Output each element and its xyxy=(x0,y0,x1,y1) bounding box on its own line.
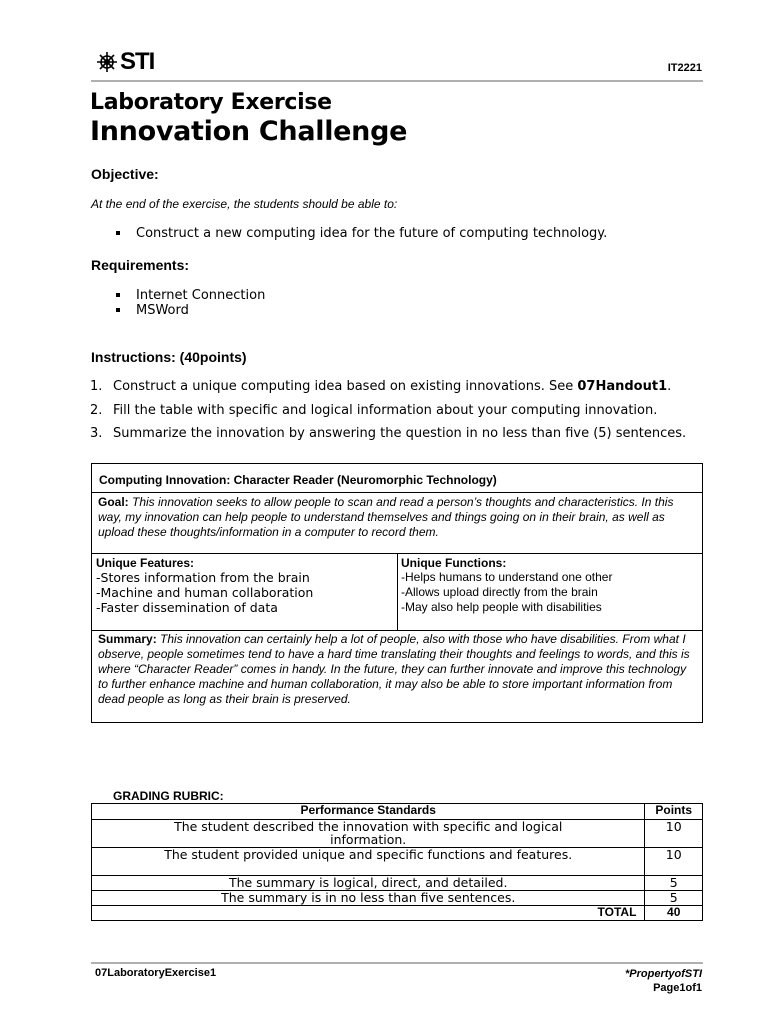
functions-heading: Unique Functions: xyxy=(401,556,507,570)
goal-label: Goal: xyxy=(98,495,129,509)
footer-divider xyxy=(91,962,703,964)
criterion-cell: The summary is logical, direct, and detailed. xyxy=(92,876,645,891)
unique-functions-cell xyxy=(401,556,700,615)
list-item: Construct a new computing idea for the future of computing technology. xyxy=(92,226,607,241)
step-text: Fill the table with specific and logical information about your computing innovation. xyxy=(113,402,658,418)
goal-body: This innovation seeks to allow people to scan and read a person’s thoughts and characteristics. In this way, my innovation can help people to understand themselves and things going on in their brain, as well as upload these thoughts/information in a computer to record them. xyxy=(98,495,674,539)
innovation-title-row xyxy=(92,464,702,493)
function-item: -Helps humans to understand one other xyxy=(401,570,613,584)
function-item: -Allows upload directly from the brain xyxy=(401,585,598,599)
list-item: MSWord xyxy=(92,303,265,318)
unique-features-cell xyxy=(96,556,392,615)
goal-text xyxy=(98,495,700,540)
requirements-list xyxy=(92,288,265,318)
summary-row xyxy=(92,631,702,723)
table-row xyxy=(92,820,703,848)
step-text: Construct a unique computing idea based on existing innovations. See 07Handout1. xyxy=(113,379,672,394)
goal-row xyxy=(92,493,702,554)
list-item xyxy=(90,426,686,450)
table-row xyxy=(92,891,703,906)
function-item: -May also help people with disabilities xyxy=(401,600,602,614)
criterion-cell: The student described the innovation with specific and logical information. xyxy=(92,820,645,848)
list-item: Internet Connection xyxy=(92,288,265,303)
sti-logo xyxy=(96,48,154,76)
objective-heading: Objective: xyxy=(91,166,159,182)
points-cell: 5 xyxy=(645,876,703,891)
step-number: 3. xyxy=(90,426,103,441)
instructions-list xyxy=(90,379,686,450)
objective-intro: At the end of the exercise, the students should be able to: xyxy=(91,197,398,211)
step-text: Summarize the innovation by answering the question in no less than five (5) sentences. xyxy=(113,426,687,441)
step-number: 2. xyxy=(90,402,103,418)
footer-property: *PropertyofSTI xyxy=(624,968,702,980)
step-number: 1. xyxy=(90,379,103,394)
course-code: IT2221 xyxy=(667,62,702,74)
criterion-cell: The summary is in no less than five sentences. xyxy=(92,891,645,906)
features-heading: Unique Features: xyxy=(96,556,195,570)
feature-item: -Stores information from the brain xyxy=(96,570,310,585)
requirements-heading: Requirements: xyxy=(91,257,190,273)
feature-item: -Machine and human collaboration xyxy=(96,585,314,600)
total-label: TOTAL xyxy=(92,906,645,921)
col-header-standards: Performance Standards xyxy=(92,804,645,820)
column-divider xyxy=(397,554,398,630)
features-functions-row xyxy=(92,554,702,631)
objective-list xyxy=(92,226,607,241)
sti-globe-icon xyxy=(96,51,118,73)
innovation-table xyxy=(91,463,703,723)
total-row xyxy=(92,906,703,921)
document-title: Innovation Challenge xyxy=(90,116,408,147)
rubric-heading: GRADING RUBRIC: xyxy=(113,789,224,803)
total-points: 40 xyxy=(645,906,703,921)
logo-text: STI xyxy=(120,48,155,75)
list-item xyxy=(90,403,686,427)
criterion-cell: The student provided unique and specific functions and features. xyxy=(92,848,645,876)
handout-ref: 07Handout1 xyxy=(577,379,668,394)
points-cell: 5 xyxy=(645,891,703,906)
col-header-points: Points xyxy=(645,804,703,820)
summary-body: This innovation can certainly help a lot of people, also with those who have disabilities. From what I observe, people sometimes tend to have a hard time translating their thoughts and feelings to words, and this is where “Character Reader” comes in handy. In the future, they can further innovate and improve this technology to further enhance machine and human collaboration, it may also be able to store important information from dead people as long as their brain is preserved. xyxy=(98,632,690,706)
footer-doc-id: 07LaboratoryExercise1 xyxy=(95,967,217,979)
footer-page-number: Page1of1 xyxy=(653,982,702,994)
innovation-title: Computing Innovation: Character Reader (Neuromorphic Technology) xyxy=(99,473,497,487)
feature-item: -Faster dissemination of data xyxy=(96,600,278,615)
table-row xyxy=(92,876,703,891)
summary-text xyxy=(98,632,698,707)
list-item xyxy=(90,379,686,403)
instructions-heading: Instructions: (40points) xyxy=(91,349,247,365)
summary-label: Summary: xyxy=(98,632,157,646)
table-row xyxy=(92,848,703,876)
header-divider xyxy=(91,80,703,82)
document-type: Laboratory Exercise xyxy=(90,90,332,115)
rubric-table xyxy=(91,803,703,921)
points-cell: 10 xyxy=(645,848,703,876)
points-cell: 10 xyxy=(645,820,703,848)
footer-right xyxy=(625,967,702,995)
rubric-header-row xyxy=(92,804,703,820)
